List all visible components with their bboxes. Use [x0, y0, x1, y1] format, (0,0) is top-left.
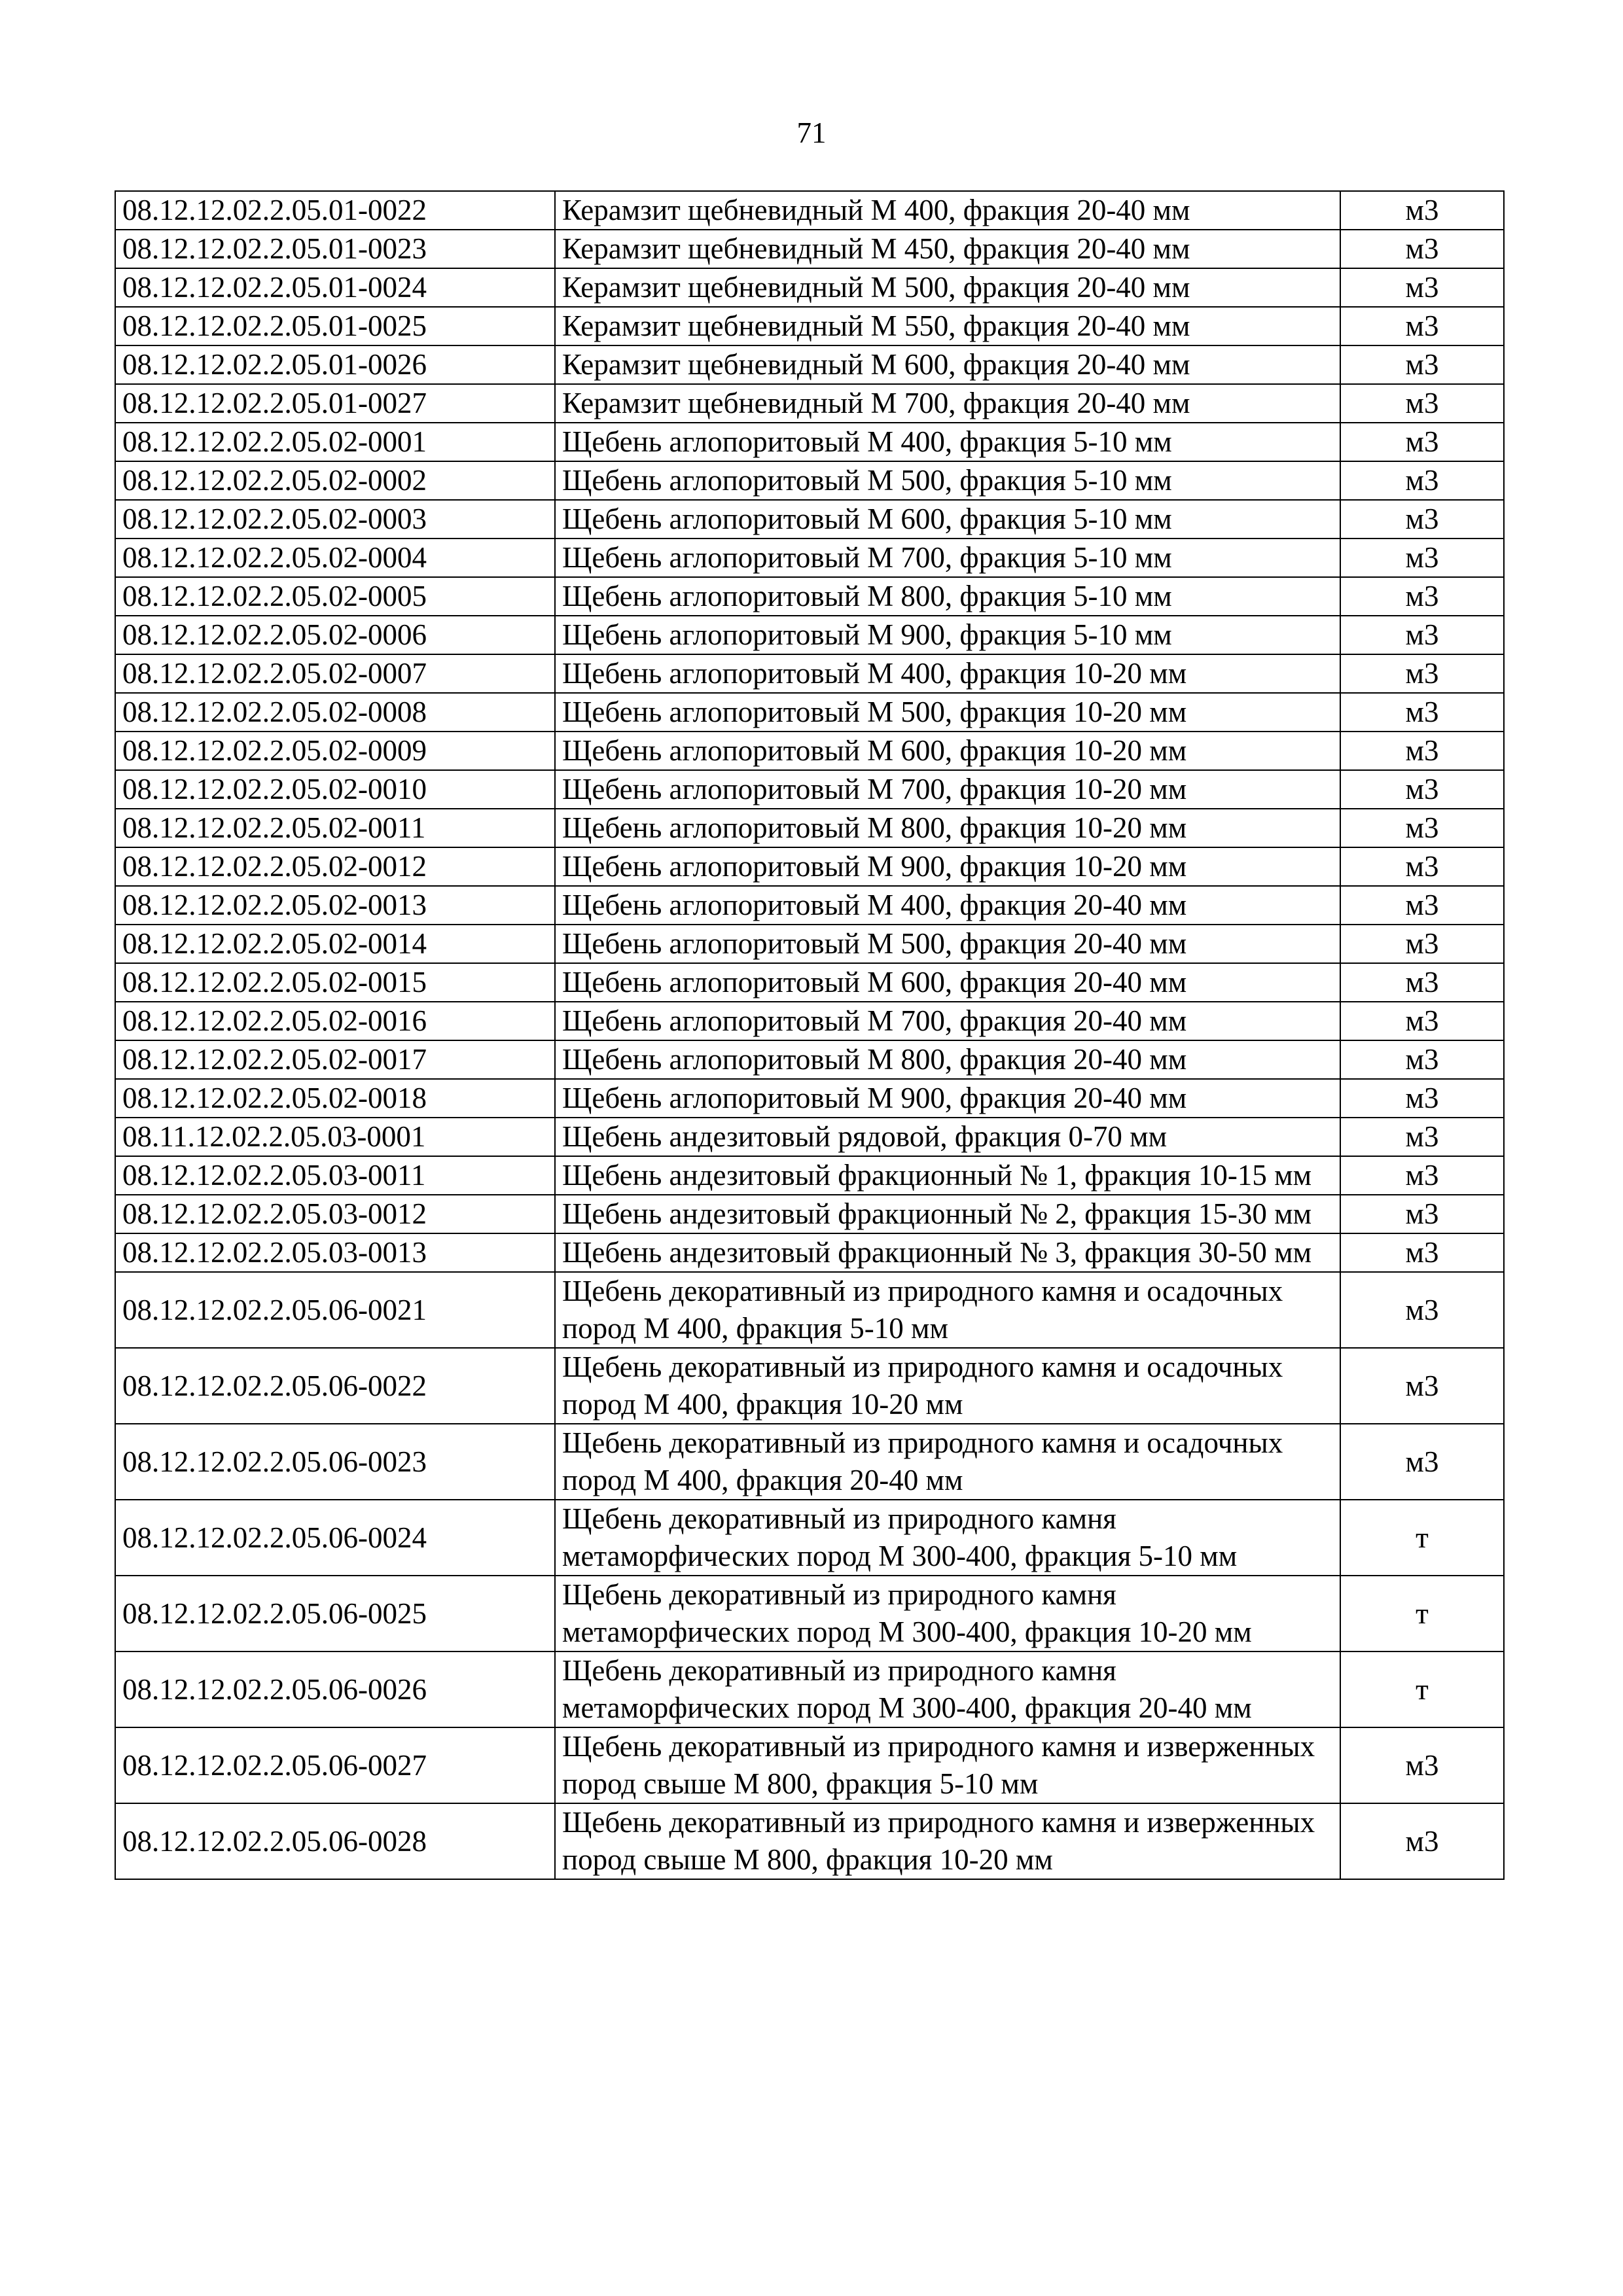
material-code: 08.12.12.02.2.05.02-0001 — [115, 423, 555, 461]
material-code: 08.12.12.02.2.05.01-0026 — [115, 345, 555, 384]
material-code: 08.12.12.02.2.05.02-0013 — [115, 886, 555, 925]
material-name: Щебень аглопоритовый М 400, фракция 5-10 мм — [555, 423, 1340, 461]
table-row — [115, 423, 1504, 461]
materials-table — [115, 190, 1505, 1880]
material-name: Щебень декоративный из природного камня и осадочных пород М 400, фракция 5-10 мм — [555, 1272, 1340, 1348]
material-name: Щебень аглопоритовый М 600, фракция 10-20 мм — [555, 732, 1340, 770]
material-name: Щебень аглопоритовый М 700, фракция 10-20 мм — [555, 770, 1340, 809]
material-code: 08.12.12.02.2.05.02-0009 — [115, 732, 555, 770]
material-unit: м3 — [1340, 1233, 1504, 1272]
material-unit: м3 — [1340, 577, 1504, 616]
material-unit: м3 — [1340, 1803, 1504, 1879]
material-unit: м3 — [1340, 1195, 1504, 1233]
table-row — [115, 1500, 1504, 1576]
material-code: 08.12.12.02.2.05.06-0023 — [115, 1424, 555, 1500]
material-name: Щебень андезитовый рядовой, фракция 0-70 мм — [555, 1118, 1340, 1156]
material-unit: м3 — [1340, 461, 1504, 500]
material-code: 08.12.12.02.2.05.06-0028 — [115, 1803, 555, 1879]
material-code: 08.12.12.02.2.05.03-0012 — [115, 1195, 555, 1233]
table-row — [115, 809, 1504, 847]
material-code: 08.12.12.02.2.05.01-0025 — [115, 307, 555, 345]
table-row — [115, 1040, 1504, 1079]
material-unit: м3 — [1340, 500, 1504, 539]
table-row — [115, 268, 1504, 307]
material-name: Щебень аглопоритовый М 900, фракция 5-10 мм — [555, 616, 1340, 654]
material-name: Щебень декоративный из природного камня и осадочных пород М 400, фракция 20-40 мм — [555, 1424, 1340, 1500]
material-name: Щебень аглопоритовый М 500, фракция 5-10 мм — [555, 461, 1340, 500]
material-name: Щебень аглопоритовый М 900, фракция 20-40 мм — [555, 1079, 1340, 1118]
table-row — [115, 1348, 1504, 1424]
material-unit: м3 — [1340, 1079, 1504, 1118]
table-row — [115, 925, 1504, 963]
material-name: Щебень декоративный из природного камня и изверженных пород свыше М 800, фракция 5-10 мм — [555, 1727, 1340, 1803]
material-code: 08.12.12.02.2.05.02-0006 — [115, 616, 555, 654]
material-name: Керамзит щебневидный М 550, фракция 20-40 мм — [555, 307, 1340, 345]
table-row — [115, 1576, 1504, 1651]
material-name: Щебень аглопоритовый М 600, фракция 5-10 мм — [555, 500, 1340, 539]
material-unit: м3 — [1340, 1156, 1504, 1195]
material-code: 08.11.12.02.2.05.03-0001 — [115, 1118, 555, 1156]
material-code: 08.12.12.02.2.05.06-0022 — [115, 1348, 555, 1424]
table-row — [115, 654, 1504, 693]
table-row — [115, 886, 1504, 925]
material-code: 08.12.12.02.2.05.02-0011 — [115, 809, 555, 847]
table-row — [115, 1727, 1504, 1803]
material-unit: м3 — [1340, 925, 1504, 963]
table-row — [115, 1272, 1504, 1348]
material-code: 08.12.12.02.2.05.01-0022 — [115, 191, 555, 230]
material-code: 08.12.12.02.2.05.06-0024 — [115, 1500, 555, 1576]
material-name: Щебень аглопоритовый М 800, фракция 5-10 мм — [555, 577, 1340, 616]
material-unit: м3 — [1340, 384, 1504, 423]
material-unit: м3 — [1340, 230, 1504, 268]
material-unit: м3 — [1340, 1040, 1504, 1079]
material-name: Щебень аглопоритовый М 500, фракция 20-40 мм — [555, 925, 1340, 963]
material-name: Щебень аглопоритовый М 600, фракция 20-40 мм — [555, 963, 1340, 1002]
material-unit: м3 — [1340, 423, 1504, 461]
material-name: Щебень аглопоритовый М 500, фракция 10-20 мм — [555, 693, 1340, 732]
table-row — [115, 1424, 1504, 1500]
material-unit: т — [1340, 1651, 1504, 1727]
material-unit: м3 — [1340, 539, 1504, 577]
material-unit: т — [1340, 1500, 1504, 1576]
material-unit: м3 — [1340, 1727, 1504, 1803]
table-row — [115, 191, 1504, 230]
material-code: 08.12.12.02.2.05.02-0002 — [115, 461, 555, 500]
material-code: 08.12.12.02.2.05.02-0012 — [115, 847, 555, 886]
material-code: 08.12.12.02.2.05.02-0005 — [115, 577, 555, 616]
material-code: 08.12.12.02.2.05.02-0008 — [115, 693, 555, 732]
material-code: 08.12.12.02.2.05.01-0023 — [115, 230, 555, 268]
material-code: 08.12.12.02.2.05.02-0004 — [115, 539, 555, 577]
material-code: 08.12.12.02.2.05.02-0007 — [115, 654, 555, 693]
material-unit: м3 — [1340, 616, 1504, 654]
table-row — [115, 345, 1504, 384]
materials-table-body — [115, 191, 1504, 1879]
material-name: Щебень аглопоритовый М 700, фракция 20-40 мм — [555, 1002, 1340, 1040]
table-row — [115, 230, 1504, 268]
material-unit: т — [1340, 1576, 1504, 1651]
material-unit: м3 — [1340, 1272, 1504, 1348]
material-unit: м3 — [1340, 732, 1504, 770]
material-unit: м3 — [1340, 1002, 1504, 1040]
table-row — [115, 384, 1504, 423]
material-name: Щебень аглопоритовый М 900, фракция 10-20 мм — [555, 847, 1340, 886]
table-row — [115, 1651, 1504, 1727]
material-name: Щебень декоративный из природного камня метаморфических пород М 300-400, фракция 20-40 мм — [555, 1651, 1340, 1727]
table-row — [115, 307, 1504, 345]
table-row — [115, 577, 1504, 616]
page-number: 71 — [796, 116, 827, 149]
material-name: Щебень аглопоритовый М 700, фракция 5-10 мм — [555, 539, 1340, 577]
material-name: Щебень декоративный из природного камня метаморфических пород М 300-400, фракция 10-20 мм — [555, 1576, 1340, 1651]
material-unit: м3 — [1340, 345, 1504, 384]
material-name: Керамзит щебневидный М 700, фракция 20-40 мм — [555, 384, 1340, 423]
material-unit: м3 — [1340, 809, 1504, 847]
material-name: Щебень андезитовый фракционный № 3, фракция 30-50 мм — [555, 1233, 1340, 1272]
table-row — [115, 500, 1504, 539]
material-code: 08.12.12.02.2.05.01-0027 — [115, 384, 555, 423]
table-row — [115, 963, 1504, 1002]
table-row — [115, 847, 1504, 886]
material-unit: м3 — [1340, 770, 1504, 809]
material-code: 08.12.12.02.2.05.02-0003 — [115, 500, 555, 539]
material-name: Щебень аглопоритовый М 800, фракция 20-40 мм — [555, 1040, 1340, 1079]
material-name: Керамзит щебневидный М 450, фракция 20-40 мм — [555, 230, 1340, 268]
material-name: Щебень аглопоритовый М 400, фракция 10-20 мм — [555, 654, 1340, 693]
material-code: 08.12.12.02.2.05.02-0016 — [115, 1002, 555, 1040]
material-code: 08.12.12.02.2.05.06-0026 — [115, 1651, 555, 1727]
material-unit: м3 — [1340, 1118, 1504, 1156]
material-code: 08.12.12.02.2.05.03-0011 — [115, 1156, 555, 1195]
material-code: 08.12.12.02.2.05.06-0025 — [115, 1576, 555, 1651]
table-row — [115, 1195, 1504, 1233]
table-row — [115, 1079, 1504, 1118]
material-unit: м3 — [1340, 191, 1504, 230]
material-unit: м3 — [1340, 847, 1504, 886]
material-name: Керамзит щебневидный М 600, фракция 20-40 мм — [555, 345, 1340, 384]
material-unit: м3 — [1340, 1348, 1504, 1424]
material-unit: м3 — [1340, 1424, 1504, 1500]
material-name: Щебень аглопоритовый М 400, фракция 20-40 мм — [555, 886, 1340, 925]
material-unit: м3 — [1340, 693, 1504, 732]
table-row — [115, 616, 1504, 654]
material-code: 08.12.12.02.2.05.01-0024 — [115, 268, 555, 307]
table-row — [115, 732, 1504, 770]
material-name: Щебень декоративный из природного камня и осадочных пород М 400, фракция 10-20 мм — [555, 1348, 1340, 1424]
material-code: 08.12.12.02.2.05.06-0027 — [115, 1727, 555, 1803]
material-code: 08.12.12.02.2.05.03-0013 — [115, 1233, 555, 1272]
table-row — [115, 1233, 1504, 1272]
table-row — [115, 461, 1504, 500]
table-row — [115, 539, 1504, 577]
material-name: Щебень андезитовый фракционный № 2, фракция 15-30 мм — [555, 1195, 1340, 1233]
material-name: Щебень декоративный из природного камня и изверженных пород свыше М 800, фракция 10-20 мм — [555, 1803, 1340, 1879]
table-row — [115, 1002, 1504, 1040]
material-code: 08.12.12.02.2.05.02-0018 — [115, 1079, 555, 1118]
table-row — [115, 1156, 1504, 1195]
material-name: Щебень аглопоритовый М 800, фракция 10-20 мм — [555, 809, 1340, 847]
material-unit: м3 — [1340, 963, 1504, 1002]
material-code: 08.12.12.02.2.05.02-0010 — [115, 770, 555, 809]
material-unit: м3 — [1340, 886, 1504, 925]
material-name: Щебень декоративный из природного камня метаморфических пород М 300-400, фракция 5-10 мм — [555, 1500, 1340, 1576]
table-row — [115, 693, 1504, 732]
material-name: Керамзит щебневидный М 400, фракция 20-40 мм — [555, 191, 1340, 230]
material-name: Керамзит щебневидный М 500, фракция 20-40 мм — [555, 268, 1340, 307]
table-row — [115, 1118, 1504, 1156]
table-row — [115, 770, 1504, 809]
material-code: 08.12.12.02.2.05.06-0021 — [115, 1272, 555, 1348]
material-code: 08.12.12.02.2.05.02-0014 — [115, 925, 555, 963]
material-name: Щебень андезитовый фракционный № 1, фракция 10-15 мм — [555, 1156, 1340, 1195]
material-code: 08.12.12.02.2.05.02-0015 — [115, 963, 555, 1002]
material-unit: м3 — [1340, 268, 1504, 307]
table-row — [115, 1803, 1504, 1879]
material-unit: м3 — [1340, 307, 1504, 345]
material-unit: м3 — [1340, 654, 1504, 693]
material-code: 08.12.12.02.2.05.02-0017 — [115, 1040, 555, 1079]
